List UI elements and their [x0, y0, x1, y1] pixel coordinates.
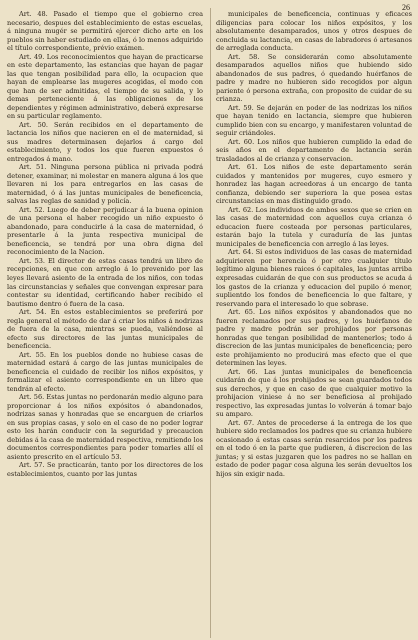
article-paragraph: Art. 53. El director de estas casas tendrá un libro de recepciones, en que con arreglo á lo prevenido por las leyes llevará asiento de la entrada de los niños, con todas las circunstancias y señales que convengan expresar para contestar su identidad, certificando haber recibido el bautismo dentro ó fuera de la casa.: [7, 256, 203, 308]
article-paragraph: Art. 51. Ninguna persona pública ni privada podrá detener, examinar, ni molestar en manera alguna á los que llevaren ni los para entregarlos en las casas de maternidad, ó á las juntas municipales de beneficencia, salvas las reglas de sanidad y policía.: [7, 163, 203, 206]
article-paragraph: Art. 55. En los pueblos donde no hubiese casas de maternidad estará á cargo de las juntas municipales de beneficencia el cuidado de recibir los niños expósitos, y formalizar el asiento correspondiente en un libro que tendrán al efecto.: [7, 350, 203, 393]
right-column: [216, 10, 412, 478]
article-paragraph: Art. 67. Antes de procederse á la entrega de los que hubiere sido reclamados los padres que su crianza hubiere ocasionado á estas casas serán resarcidos por los padres en el todo ó en la parte que pudieren, á discrecion de las juntas; y si estas juzgaren que los padres no se hallan en estado de poder pagar cosa alguna les serán devueltos los hijos sin exigir nada.: [216, 418, 412, 478]
article-paragraph: Art. 60. Los niños que hubieren cumplido la edad de seis años en el departamento de lactancia serán trasladados al de crianza y conservacion.: [216, 137, 412, 163]
article-paragraph: Art. 50. Serán recibidos en el departamento de lactancia los niños que nacieren en el de maternidad, si sus madres determinasen dejarlos á cargo del establecimiento, y todos los que fueren expuestos ó entregados á mano.: [7, 120, 203, 163]
article-paragraph: Art. 48. Pasado el tiempo que el gobierno crea necesario, despues del establecimiento de estas escuelas, á ninguna mugér se permitirá ejercer dicho arte en los pueblos sin haber estudiado en ellas, ó lo menos adquirido el título correspondiente, prévio exámen.: [7, 10, 203, 53]
left-column: [7, 10, 203, 478]
column-divider: [210, 8, 211, 638]
page-number: 26: [402, 3, 410, 12]
article-paragraph: Art. 56. Estas juntas no perdonarán medio alguno para proporcionar á los niños expósitos ó abandonados, nodrizas sanas y honradas que se encarguen de criarlos en sus propias casas, y solo en el caso de no poder lograr esto les harán conducir con la seguridad y precaucion debidas á la casa de maternidad respectiva, remitiendo los documentos correspondientes para poder tomarles allí el asiento prescrito en el artículo 53.: [7, 393, 203, 461]
article-paragraph: Art. 52. Luego de deber perjudicar á la buena opinion de una persona el haber recogido un niño expuesto ó abandonado, para conducirle á la casa de maternidad, ó presentarle á la junta respectiva municipal de beneficencia, se tendrá por una obra digna del reconocimiento de la Nacion.: [7, 205, 203, 257]
article-paragraph: Art. 61. Los niños de este departamento serán cuidados y mantenidos por mugeres, cuyo esmero y honradez las hagan acreedoras á un encargo de tanta confianza, debiendo ser superiora la que posea estas circunstancias en mas distinguido grado.: [216, 163, 412, 206]
article-paragraph: Art. 59. Se dejarán en poder de las nodrizas los niños que hayan tenido en lactancia, siempre que hubieren cumplido bien con su encargo, y manifestaren voluntad de seguir criándoles.: [216, 103, 412, 138]
article-paragraph: Art. 66. Las juntas municipales de beneficencia cuidarán de que á los prohijados se sean guardados todos sus derechos, y que en caso de que cualquier motivo la prohijacion viniese á no ser beneficiosa al prohijado respectivo, las expresadas juntas lo volverán á tomar bajo su amparo.: [216, 367, 412, 419]
article-paragraph: Art. 64. Si estos individuos de las casas de maternidad adquirieren por herencia ó por otro cualquier título legítimo alguna bienes raices ó capitales, las juntas arriba expresadas cuidarán de que con sus productos se acuda á los gastos de la crianza y educacion del pupilo ó menor, suplientdo los fondos de beneficencia lo que faltare, y reservando para el interesado lo que sobrase.: [216, 248, 412, 308]
article-paragraph: Art. 54. En estos establecimientos se preferirá por regla general el método de dar á criar los niños á nodrizas de fuera de la casa, mientras se pueda, valiéndose al efecto sus directores de las juntas municipales de beneficencia.: [7, 308, 203, 351]
article-paragraph: municipales de beneficencia, continuas y eficaces diligencias para colocar los niños expósitos, y los absolutamente desamparados, unos y otros despues de concluida su lactancia, en casas de labradores ó artesanos de arreglada conducta.: [216, 10, 412, 53]
article-paragraph: Art. 65. Los niños expósitos y abandonados que no fueren reclamados por sus padres, y los huérfanos de padre y madre podrán ser prohijados por personas honradas que tengan posibilidad de mantenerlos; todo á discrecion de las juntas municipales de beneficencia; pero este prohijamiento no producirá mas efecto que el que determinen las leyes.: [216, 308, 412, 368]
article-paragraph: Art. 58. Se considerarán como absolutamente desamparados aquellos niños que hubiendo sido abandonados de sus padres, ó quedando huérfanos de padre y madre no hubieren sido recogidos por algun pariente ó persona extraña, con proposito de cuidar de su crianza.: [216, 52, 412, 104]
article-paragraph: Art. 62. Los individuos de ambos sexos que se crien en las casas de maternidad con aquellos cuya crianza ó educacion fuere costeada por personas particulares, estarán bajo la tutela y curaduría de las juntas municipales de beneficencia con arreglo á las leyes.: [216, 205, 412, 248]
article-paragraph: Art. 49. Los reconocimientos que hayan de practicarse en este departamento, las estancias que hayan de pagar las que tengan posibilidad para ello, la ocupacion que hayan de emplearse las mugeres acogidas, el modo con que han de ser admitidas, el tiempo de su salida, y lo demas perteneciente á las obligaciones de los dependientes y régimen administrativo, deberá expresarse en su particular reglamento.: [7, 52, 204, 121]
article-paragraph: Art. 57. Se practicarán, tanto por los directores de los establecimientos, cuanto por las juntas: [7, 461, 203, 478]
